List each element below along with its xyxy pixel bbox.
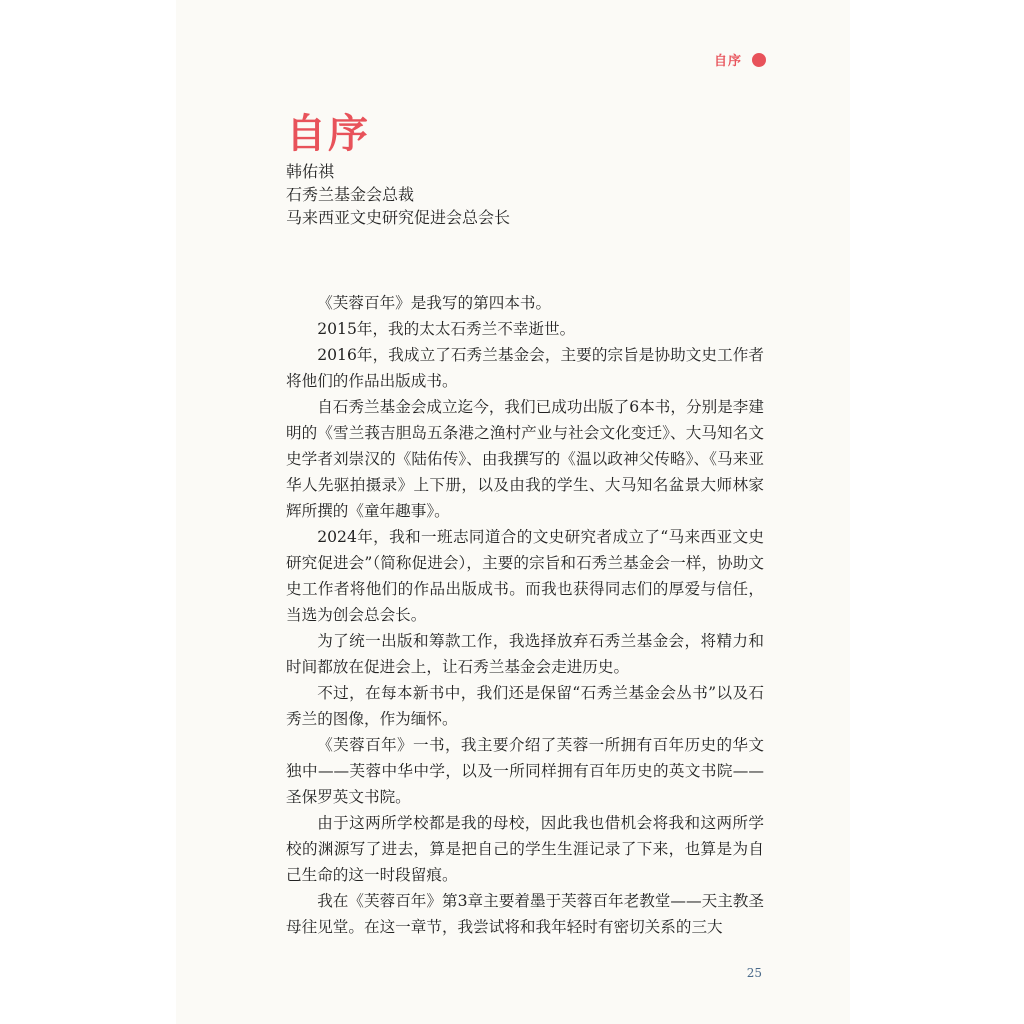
running-head bbox=[714, 50, 766, 69]
paragraph: 自石秀兰基金会成立迄今，我们已成功出版了6本书，分别是李建明的《雪兰莪吉胆岛五条港之渔村产业与社会文化变迁》、大马知名文史学者刘崇汉的《陆佑传》、由我撰写的《温以政神父传略》、《马来亚华人先驱拍摄录》上下册，以及由我的学生、大马知名盆景大师林家辉所撰的《童年趣事》。 bbox=[286, 398, 764, 520]
chapter-title: 自序 bbox=[286, 110, 370, 157]
paragraph: 《芙蓉百年》一书，我主要介绍了芙蓉一所拥有百年历史的华文独中——芙蓉中华中学，以及一所同样拥有百年历史的英文书院——圣保罗英文书院。 bbox=[286, 736, 764, 806]
author-name: 韩佑祺 bbox=[286, 162, 335, 181]
paragraph: 2024年，我和一班志同道合的文史研究者成立了“马来西亚文史研究促进会”（简称促进会），主要的宗旨和石秀兰基金会一样，协助文史工作者将他们的作品出版成书。而我也获得同志们的厚爱与信任，当选为创会总会长。 bbox=[286, 528, 764, 624]
paragraph: 我在《芙蓉百年》第3章主要着墨于芙蓉百年老教堂——天主教圣母往见堂。在这一章节，我尝试将和我年轻时有密切关系的三大 bbox=[286, 892, 764, 936]
paragraph: 为了统一出版和筹款工作，我选择放弃石秀兰基金会，将精力和时间都放在促进会上，让石秀兰基金会走进历史。 bbox=[286, 632, 764, 676]
paragraph: 不过，在每本新书中，我们还是保留“石秀兰基金会丛书”以及石秀兰的图像，作为缅怀。 bbox=[286, 684, 764, 728]
running-head-dot-icon bbox=[752, 53, 766, 67]
body-text bbox=[286, 290, 764, 940]
author-role-foundation: 石秀兰基金会总裁 bbox=[286, 185, 415, 204]
author-block bbox=[286, 160, 510, 229]
running-head-text: 自序 bbox=[713, 54, 742, 69]
paragraph: 2016年，我成立了石秀兰基金会，主要的宗旨是协助文史工作者将他们的作品出版成书。 bbox=[286, 346, 764, 390]
author-role-association: 马来西亚文史研究促进会总会长 bbox=[286, 208, 511, 227]
paragraph: 由于这两所学校都是我的母校，因此我也借机会将我和这两所学校的渊源写了进去，算是把自己的学生生涯记录了下来，也算是为自己生命的这一时段留痕。 bbox=[286, 814, 764, 884]
book-page bbox=[176, 0, 850, 1024]
paragraph: 《芙蓉百年》是我写的第四本书。 bbox=[317, 294, 552, 312]
page-number: 25 bbox=[746, 966, 762, 980]
paragraph: 2015年，我的太太石秀兰不幸逝世。 bbox=[317, 320, 576, 338]
